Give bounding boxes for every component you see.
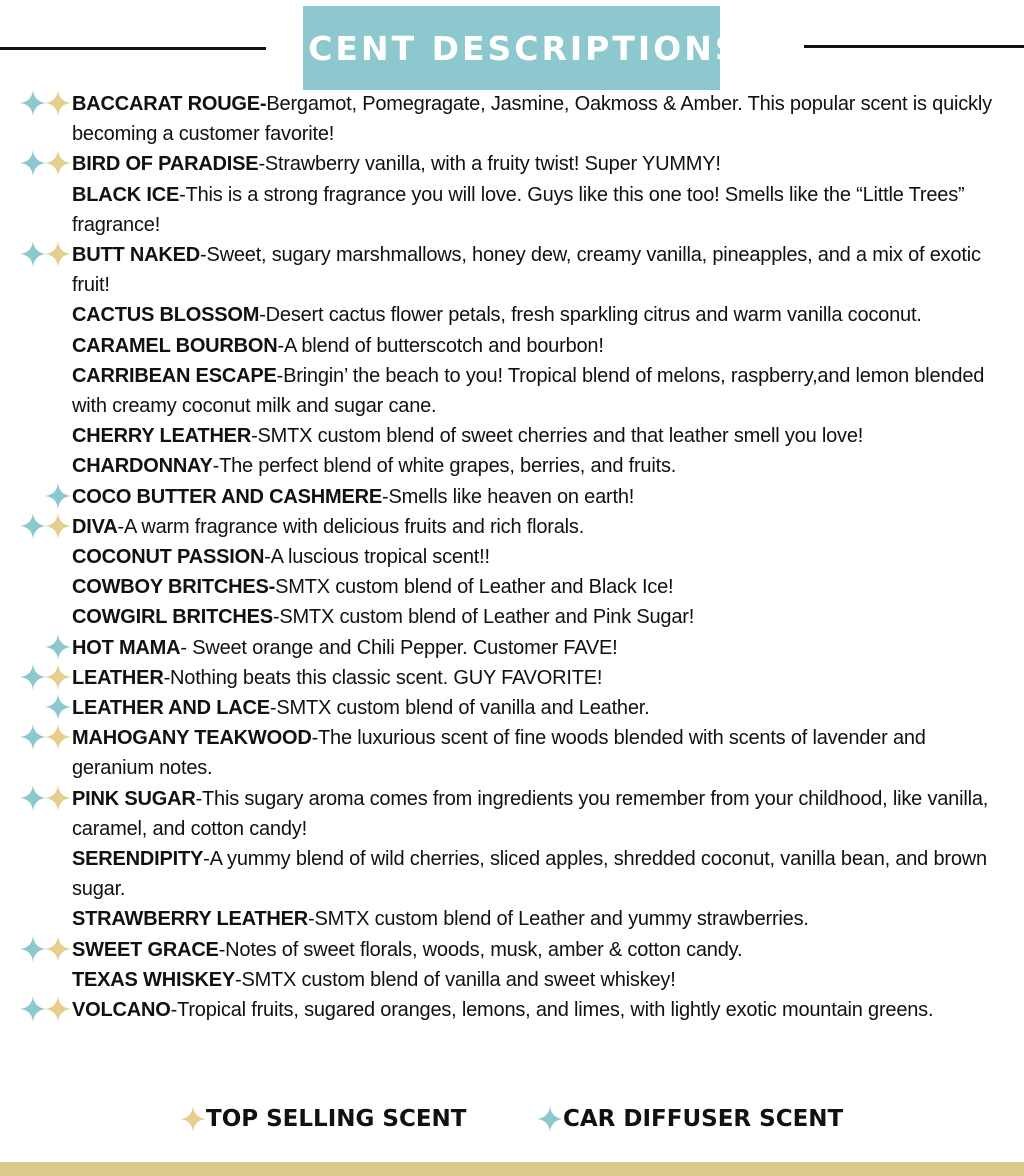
scent-name: CHARDONNAY: [72, 455, 213, 478]
scent-markers: [0, 452, 72, 480]
scent-name: BUTT NAKED: [72, 244, 200, 267]
teal-star-icon: [20, 664, 46, 690]
scent-entry: [0, 663, 1024, 693]
scent-description: -This sugary aroma comes from ingredients you remember from your childhood, like vanilla, caramel, and cotton candy!: [72, 787, 989, 840]
scent-name: MAHOGANY TEAKWOOD: [72, 727, 312, 750]
title-banner: [281, 6, 742, 90]
scent-description: -The perfect blend of white grapes, berries, and fruits.: [212, 455, 677, 478]
scent-entry: [0, 240, 1024, 300]
scent-text: [72, 331, 1000, 361]
scent-entry: [0, 482, 1024, 512]
scent-entry: [0, 89, 1024, 149]
teal-star-icon: [20, 241, 46, 267]
scent-markers: [0, 905, 72, 933]
scent-markers: [0, 181, 72, 209]
scent-text: [72, 421, 1000, 451]
scent-entry: [0, 421, 1024, 451]
scent-text: [72, 965, 1000, 995]
legend-top-selling-label: TOP SELLING SCENT: [206, 1106, 467, 1132]
teal-star-icon: [45, 694, 71, 720]
scent-entry: [0, 693, 1024, 723]
scent-name: STRAWBERRY LEATHER: [72, 908, 309, 931]
scent-description: -SMTX custom blend of vanilla and Leather.: [269, 697, 650, 720]
scent-name: TEXAS WHISKEY: [72, 968, 235, 991]
teal-star-icon: [537, 1106, 563, 1132]
scent-name: SERENDIPITY: [72, 848, 204, 871]
scent-description: -SMTX custom blend of Leather and yummy strawberries.: [308, 908, 809, 931]
scent-entry: [0, 935, 1024, 965]
scent-description: -SMTX custom blend of sweet cherries and that leather smell you love!: [251, 425, 864, 448]
scent-entry: [0, 633, 1024, 663]
scent-text: [72, 512, 1000, 542]
scent-markers: [0, 362, 72, 390]
scent-text: [72, 300, 1000, 330]
scent-markers: [0, 966, 72, 994]
scent-text: [72, 572, 1000, 602]
scent-entry: [0, 180, 1024, 240]
gold-star-icon: [45, 150, 71, 176]
scent-name: CARAMEL BOURBON: [72, 334, 278, 357]
gold-star-icon: [45, 936, 71, 962]
gold-star-icon: [45, 664, 71, 690]
scent-description: -Tropical fruits, sugared oranges, lemons, and limes, with lightly exotic mountain greens.: [170, 999, 934, 1022]
scent-description: -Notes of sweet florals, woods, musk, amber & cotton candy.: [218, 938, 743, 961]
scent-description: -Bringin’ the beach to you! Tropical blend of melons, raspberry,and lemon blended with creamy coconut milk and sugar cane.: [72, 364, 985, 418]
legend: [0, 1106, 1024, 1146]
scent-description: -A warm fragrance with delicious fruits and rich florals.: [117, 515, 585, 538]
scent-description: -Desert cactus flower petals, fresh sparkling citrus and warm vanilla coconut.: [259, 304, 922, 327]
scent-text: [72, 542, 1000, 572]
scent-name: LEATHER: [72, 666, 164, 689]
scent-name: LEATHER AND LACE: [72, 697, 270, 720]
teal-star-icon: [20, 90, 46, 116]
scent-description: SMTX custom blend of Leather and Black Ice!: [275, 576, 674, 599]
scent-description: -This is a strong fragrance you will love. Guys like this one too! Smells like the “Little Trees” fragrance!: [72, 183, 965, 236]
scent-name: CACTUS BLOSSOM: [72, 304, 260, 327]
scent-text: [72, 784, 1000, 844]
scent-description: Bergamot, Pomegragate, Jasmine, Oakmoss & Amber. This popular scent is quickly becoming a customer favorite!: [72, 93, 992, 146]
scent-description: -A luscious tropical scent!!: [264, 546, 490, 569]
scent-text: [72, 693, 1000, 723]
scent-markers: [0, 301, 72, 329]
gold-star-icon: [45, 90, 71, 116]
scent-name: COWBOY BRITCHES-: [72, 576, 276, 599]
scent-entry: [0, 995, 1024, 1025]
scent-name: VOLCANO: [72, 999, 171, 1022]
scent-markers: [0, 543, 72, 571]
legend-car-diffuser: [537, 1106, 843, 1132]
teal-star-icon: [45, 634, 71, 660]
scent-markers: [0, 936, 72, 964]
bottom-bar: [0, 1162, 1024, 1176]
scent-name: BIRD OF PARADISE: [72, 153, 259, 176]
scent-name: COCO BUTTER AND CASHMERE: [72, 485, 383, 508]
teal-star-icon: [20, 513, 46, 539]
scent-entry: [0, 542, 1024, 572]
scent-markers: [0, 664, 72, 692]
teal-star-icon: [20, 724, 46, 750]
scent-name: COWGIRL BRITCHES: [72, 606, 273, 629]
scent-description: -Strawberry vanilla, with a fruity twist! Super YUMMY!: [258, 153, 721, 176]
scent-text: [72, 995, 1000, 1025]
scent-text: [72, 602, 1000, 632]
scent-description: -Nothing beats this classic scent. GUY FAVORITE!: [163, 666, 603, 689]
teal-star-icon: [20, 936, 46, 962]
scent-entry: [0, 904, 1024, 934]
scent-markers: [0, 483, 72, 511]
scent-markers: [0, 603, 72, 631]
scent-description: - Sweet orange and Chili Pepper. Customer FAVE!: [180, 636, 618, 659]
gold-star-icon: [45, 241, 71, 267]
scent-markers: [0, 150, 72, 178]
scent-text: [72, 361, 1000, 421]
scent-markers: [0, 573, 72, 601]
scent-name: SWEET GRACE: [72, 938, 219, 961]
gold-star-icon: [45, 724, 71, 750]
scent-name: PINK SUGAR: [72, 787, 196, 810]
scent-markers: [0, 513, 72, 541]
scent-text: [72, 240, 1000, 300]
scent-entry: [0, 331, 1024, 361]
scent-name: HOT MAMA: [72, 636, 181, 659]
gold-star-icon: [45, 513, 71, 539]
legend-top-selling: [180, 1106, 466, 1132]
scent-entry: [0, 723, 1024, 783]
scent-entry: [0, 602, 1024, 632]
scent-text: [72, 844, 1000, 904]
scent-text: [72, 482, 1000, 512]
gold-star-icon: [45, 785, 71, 811]
scent-markers: [0, 422, 72, 450]
scent-description: -Sweet, sugary marshmallows, honey dew, creamy vanilla, pineapples, and a mix of exotic fruit!: [72, 244, 981, 297]
scent-entry: [0, 451, 1024, 481]
scent-name: DIVA: [72, 515, 118, 538]
scent-text: [72, 935, 1000, 965]
scent-text: [72, 904, 1000, 934]
scent-description: -SMTX custom blend of vanilla and sweet whiskey!: [234, 968, 676, 991]
scent-text: [72, 663, 1000, 693]
scent-entry: [0, 512, 1024, 542]
scent-text: [72, 633, 1000, 663]
scent-markers: [0, 90, 72, 118]
scent-text: [72, 89, 1000, 149]
scent-description: -The luxurious scent of fine woods blended with scents of lavender and geranium notes.: [72, 727, 926, 780]
scent-description: -Smells like heaven on earth!: [382, 485, 635, 508]
scent-entry: [0, 784, 1024, 844]
scent-list: [0, 89, 1024, 1025]
right-rule: [804, 45, 1024, 48]
scent-description: -A yummy blend of wild cherries, sliced apples, shredded coconut, vanilla bean, and brown sugar.: [72, 848, 987, 901]
scent-markers: [0, 845, 72, 873]
scent-markers: [0, 724, 72, 752]
scent-entry: [0, 149, 1024, 179]
page-title: SCENT DESCRIPTIONS: [281, 28, 742, 68]
gold-star-icon: [180, 1106, 206, 1132]
scent-text: [72, 723, 1000, 783]
scent-entry: [0, 844, 1024, 904]
scent-description: -SMTX custom blend of Leather and Pink Sugar!: [272, 606, 695, 629]
scent-markers: [0, 996, 72, 1024]
scent-name: BLACK ICE: [72, 183, 180, 206]
gold-star-icon: [45, 996, 71, 1022]
scent-description: -A blend of butterscotch and bourbon!: [277, 334, 604, 357]
scent-markers: [0, 694, 72, 722]
scent-name: CARRIBEAN ESCAPE: [72, 364, 277, 387]
scent-markers: [0, 785, 72, 813]
scent-name: COCONUT PASSION: [72, 546, 265, 569]
teal-star-icon: [45, 483, 71, 509]
scent-text: [72, 149, 1000, 179]
scent-markers: [0, 634, 72, 662]
scent-entry: [0, 361, 1024, 421]
scent-text: [72, 451, 1000, 481]
scent-name: CHERRY LEATHER: [72, 425, 252, 448]
scent-name: BACCARAT ROUGE-: [72, 93, 267, 115]
scent-entry: [0, 300, 1024, 330]
teal-star-icon: [20, 785, 46, 811]
scent-entry: [0, 965, 1024, 995]
legend-car-diffuser-label: CAR DIFFUSER SCENT: [563, 1106, 844, 1132]
scent-markers: [0, 241, 72, 269]
scent-text: [72, 180, 1000, 240]
teal-star-icon: [20, 996, 46, 1022]
scent-markers: [0, 332, 72, 360]
teal-star-icon: [20, 150, 46, 176]
left-rule: [0, 47, 266, 50]
scent-entry: [0, 572, 1024, 602]
